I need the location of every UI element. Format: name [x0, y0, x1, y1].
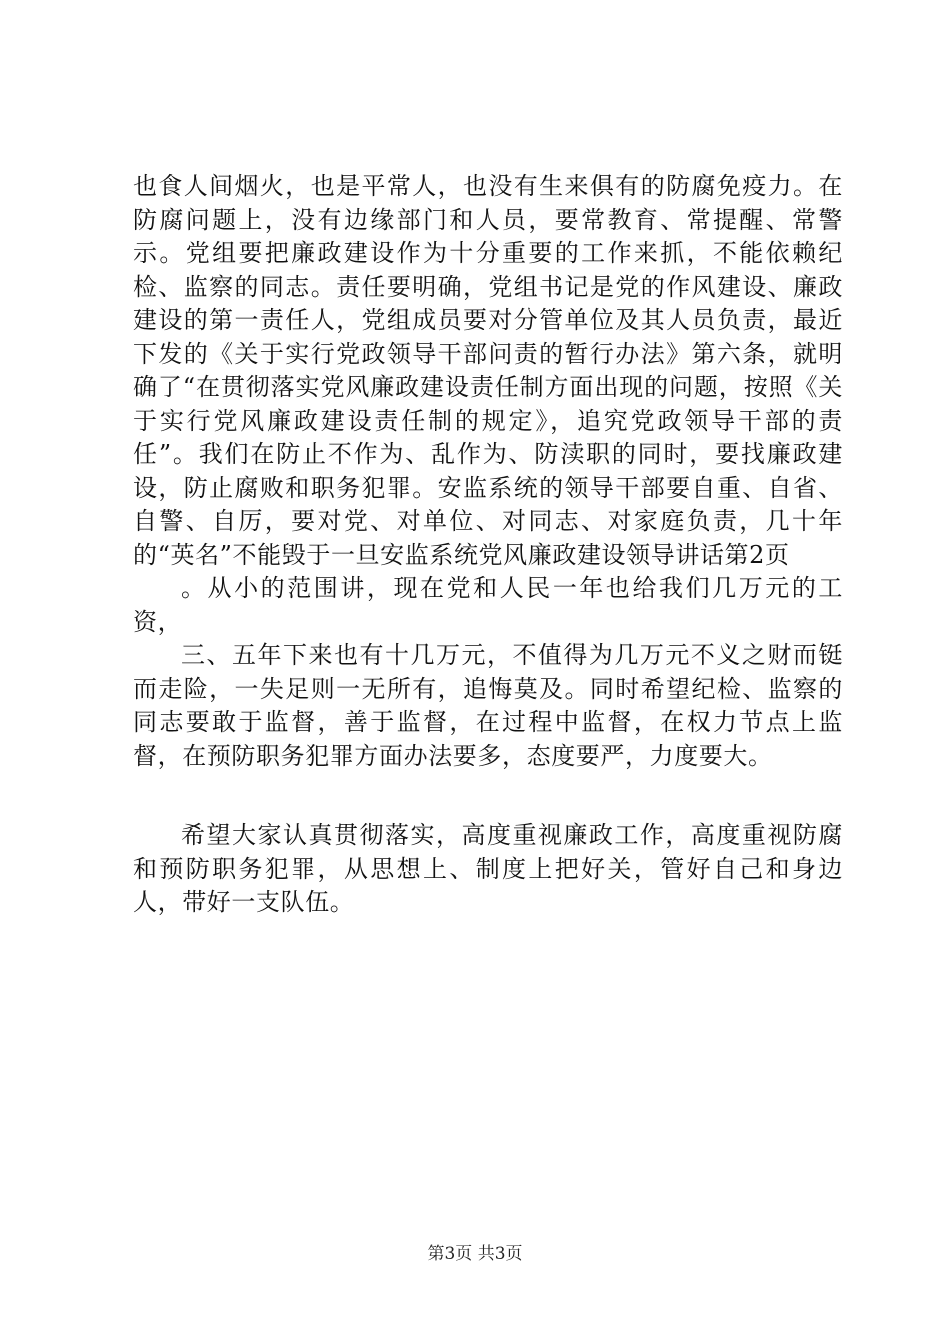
document-body — [133, 170, 843, 920]
page-footer: 第3页 共3页 — [427, 1244, 523, 1264]
paragraph-4: 希望大家认真贯彻落实，高度重视廉政工作，高度重视防腐和预防职务犯罪，从思想上、制度上把好关，管好自己和身边人，带好一支队伍。 — [133, 821, 843, 916]
paragraph-3: 三、五年下来也有十几万元，不值得为几万元不义之财而铤而走险，一失足则一无所有，追悔莫及。同时希望纪检、监察的同志要敢于监督，善于监督，在过程中监督，在权力节点上监督，在预防职务犯罪方面办法要多，态度要严，力度要大。 — [133, 641, 843, 770]
paragraph-2: 。从小的范围讲，现在党和人民一年也给我们几万元的工资， — [133, 574, 843, 636]
paragraph-1: 也食人间烟火，也是平常人，也没有生来俱有的防腐免疫力。在防腐问题上，没有边缘部门和人员，要常教育、常提醒、常警示。党组要把廉政建设作为十分重要的工作来抓，不能依赖纪检、监察的同志。责任要明确，党组书记是党的作风建设、廉政建设的第一责任人，党组成员要对分管单位及其人员负责，最近下发的《关于实行党政领导干部问责的暂行办法》第六条，就明确了“在贯彻落实党风廉政建设责任制方面出现的问题，按照《关于实行党风廉政建设责任制的规定》，追究党政领导干部的责任”。我们在防止不作为、乱作为、防渎职的同时，要找廉政建设，防止腐败和职务犯罪。安监系统的领导干部要自重、自省、自警、自厉，要对党、对单位、对同志、对家庭负责，几十年的“英名”不能毁于一旦安监系统党风廉政建设领导讲话第2页 — [133, 172, 843, 569]
